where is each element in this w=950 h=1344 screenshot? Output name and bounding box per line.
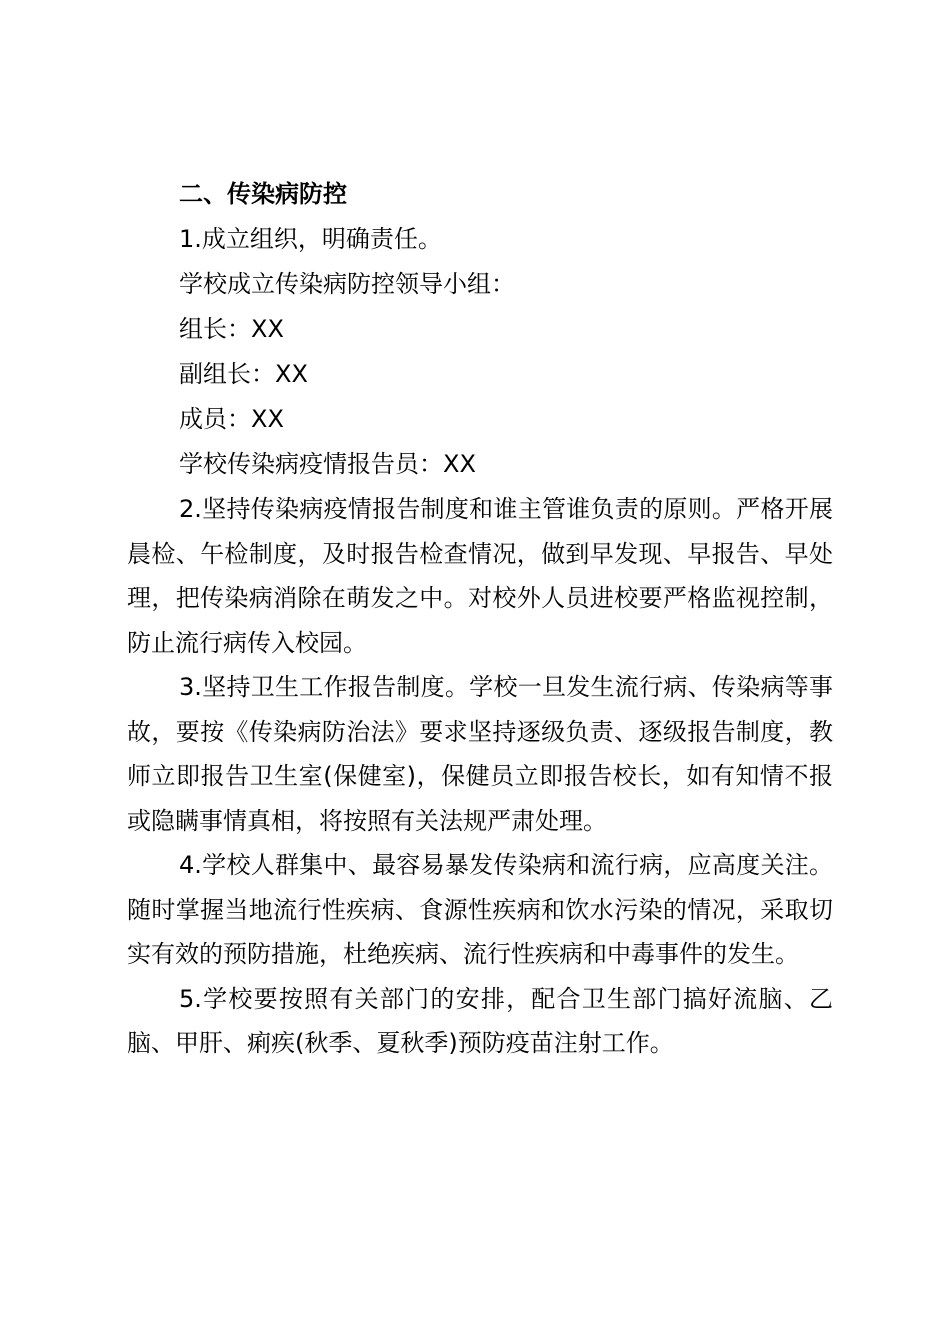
members-line: 成员：XX	[179, 405, 284, 433]
paragraph-item-3: 3.坚持卫生工作报告制度。学校一旦发生流行病、传染病等事故，要按《传染病防治法》要求坚持逐级负责、逐级报告制度，教师立即报告卫生室(保健室)，保健员立即报告校长，如有知情不报或隐瞒事情真相，将按照有关法规严肃处理。	[127, 673, 833, 835]
deputy-leader-line: 副组长：XX	[179, 360, 308, 388]
document-body	[127, 172, 833, 1066]
item-1-title: 1.成立组织，明确责任。	[179, 225, 442, 253]
paragraph-item-2: 2.坚持传染病疫情报告制度和谁主管谁负责的原则。严格开展晨检、午检制度，及时报告检查情况，做到早发现、早报告、早处理，把传染病消除在萌发之中。对校外人员进校要严格监视控制，防止流行病传入校园。	[127, 495, 833, 657]
paragraph-item-4: 4.学校人群集中、最容易暴发传染病和流行病，应高度关注。随时掌握当地流行性疾病、食源性疾病和饮水污染的情况，采取切实有效的预防措施，杜绝疾病、流行性疾病和中毒事件的发生。	[127, 851, 833, 968]
group-intro: 学校成立传染病防控领导小组：	[179, 270, 515, 298]
paragraph-item-5: 5.学校要按照有关部门的安排，配合卫生部门搞好流脑、乙脑、甲肝、痢疾(秋季、夏秋季)预防疫苗注射工作。	[127, 984, 833, 1057]
reporter-line: 学校传染病疫情报告员：XX	[179, 450, 476, 478]
leader-line: 组长：XX	[179, 315, 284, 343]
section-heading: 二、传染病防控	[179, 180, 347, 208]
